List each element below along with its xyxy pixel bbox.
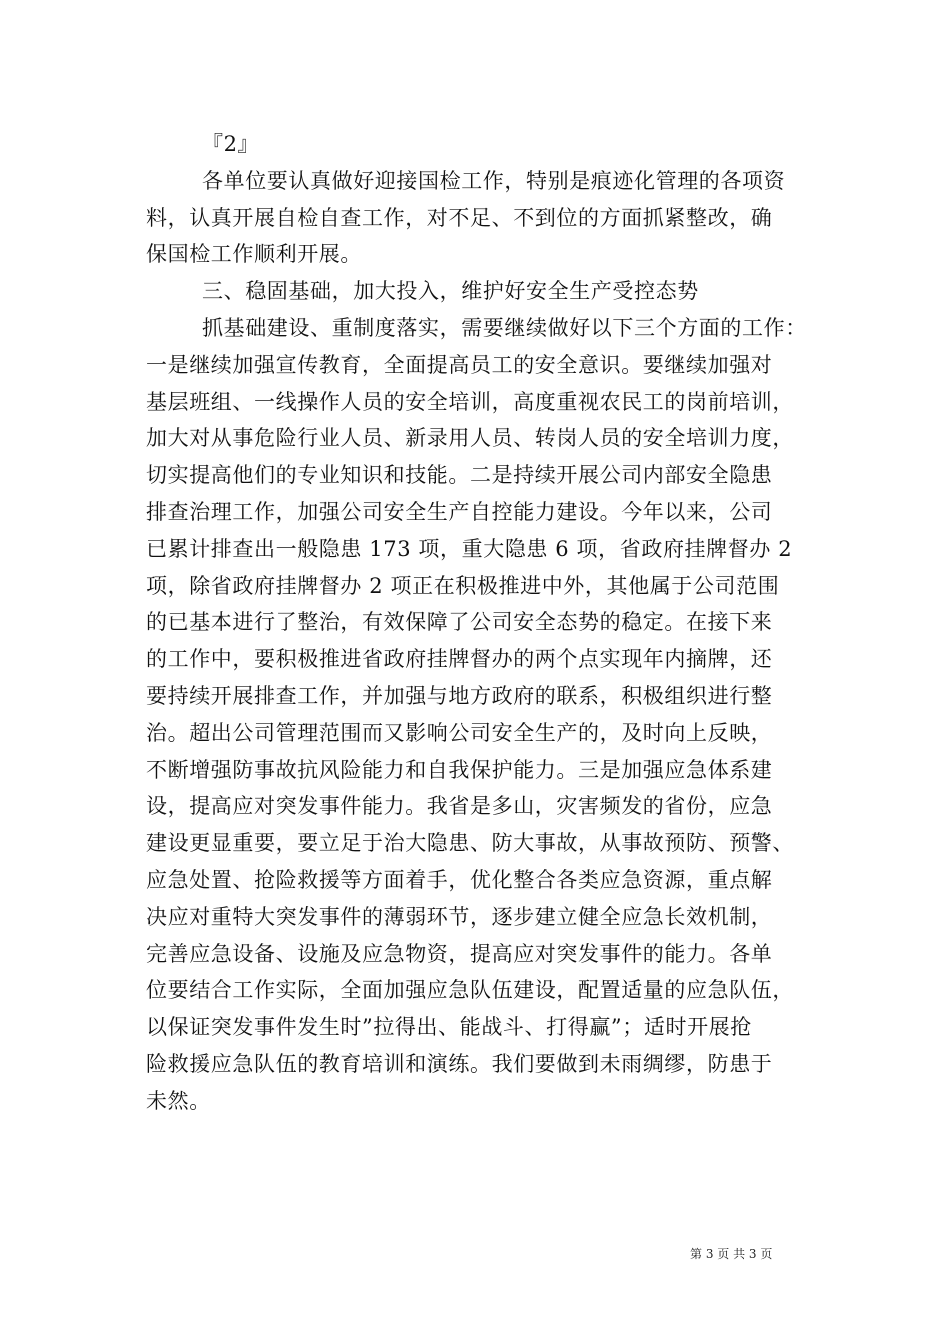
paragraph-line: 不断增强防事故抗风险能力和自我保护能力。三是加强应急体系建 xyxy=(146,757,773,782)
paragraph-line: 的工作中，要积极推进省政府挂牌督办的两个点实现年内摘牌，还 xyxy=(146,647,773,672)
paragraph-line: 的已基本进行了整治，有效保障了公司安全态势的稳定。在接下来 xyxy=(146,610,773,635)
paragraph-line: 未然。 xyxy=(146,1088,211,1113)
paragraph-line: 应急处置、抢险救援等方面着手，优化整合各类应急资源，重点解 xyxy=(146,867,773,892)
paragraph-line: 位要结合工作实际，全面加强应急队伍建设，配置适量的应急队伍， xyxy=(146,978,794,1003)
paragraph-line: 项，除省政府挂牌督办 2 项正在积极推进中外，其他属于公司范围 xyxy=(146,573,780,598)
paragraph-line: 决应对重特大突发事件的薄弱环节，逐步建立健全应急长效机制， xyxy=(146,904,773,929)
document-body xyxy=(146,126,814,1120)
paragraph-line: 切实提高他们的专业知识和技能。二是持续开展公司内部安全隐患 xyxy=(146,463,773,488)
paragraph-line: 已累计排查出一般隐患 173 项，重大隐患 6 项，省政府挂牌督办 2 xyxy=(146,536,793,561)
paragraph-line: 基层班组、一线操作人员的安全培训，高度重视农民工的岗前培训， xyxy=(146,389,794,414)
paragraph-line: 保国检工作顺利开展。 xyxy=(146,242,362,267)
paragraph-line: 险救援应急队伍的教育培训和演练。我们要做到未雨绸缪，防患于 xyxy=(146,1051,773,1076)
paragraph-line: 治。超出公司管理范围而又影响公司安全生产的，及时向上反映， xyxy=(146,720,773,745)
paragraph-line: 完善应急设备、设施及应急物资，提高应对突发事件的能力。各单 xyxy=(146,941,773,966)
paragraph-line: 要持续开展排查工作，并加强与地方政府的联系，积极组织进行整 xyxy=(146,683,773,708)
paragraph-line: 排查治理工作，加强公司安全生产自控能力建设。今年以来，公司 xyxy=(146,499,773,524)
paragraph-line: 一是继续加强宣传教育，全面提高员工的安全意识。要继续加强对 xyxy=(146,352,773,377)
paragraph-line: 设，提高应对突发事件能力。我省是多山，灾害频发的省份，应急 xyxy=(146,794,773,819)
page-number: 第 3 页 共 3 页 xyxy=(690,1247,773,1261)
paragraph-line: 以保证突发事件发生时”拉得出、能战斗、打得赢”；适时开展抢 xyxy=(146,1015,752,1040)
paragraph-line: 各单位要认真做好迎接国检工作，特别是痕迹化管理的各项资 xyxy=(202,168,786,193)
section-marker: 『2』 xyxy=(202,132,260,156)
paragraph-line: 抓基础建设、重制度落实，需要继续做好以下三个方面的工作： xyxy=(202,315,807,340)
section-heading: 三、稳固基础，加大投入，维护好安全生产受控态势 xyxy=(202,279,699,304)
paragraph-line: 建设更显重要，要立足于治大隐患、防大事故，从事故预防、预警、 xyxy=(146,831,794,856)
paragraph-line: 料，认真开展自检自查工作，对不足、不到位的方面抓紧整改，确 xyxy=(146,205,773,230)
paragraph-line: 加大对从事危险行业人员、新录用人员、转岗人员的安全培训力度， xyxy=(146,426,794,451)
